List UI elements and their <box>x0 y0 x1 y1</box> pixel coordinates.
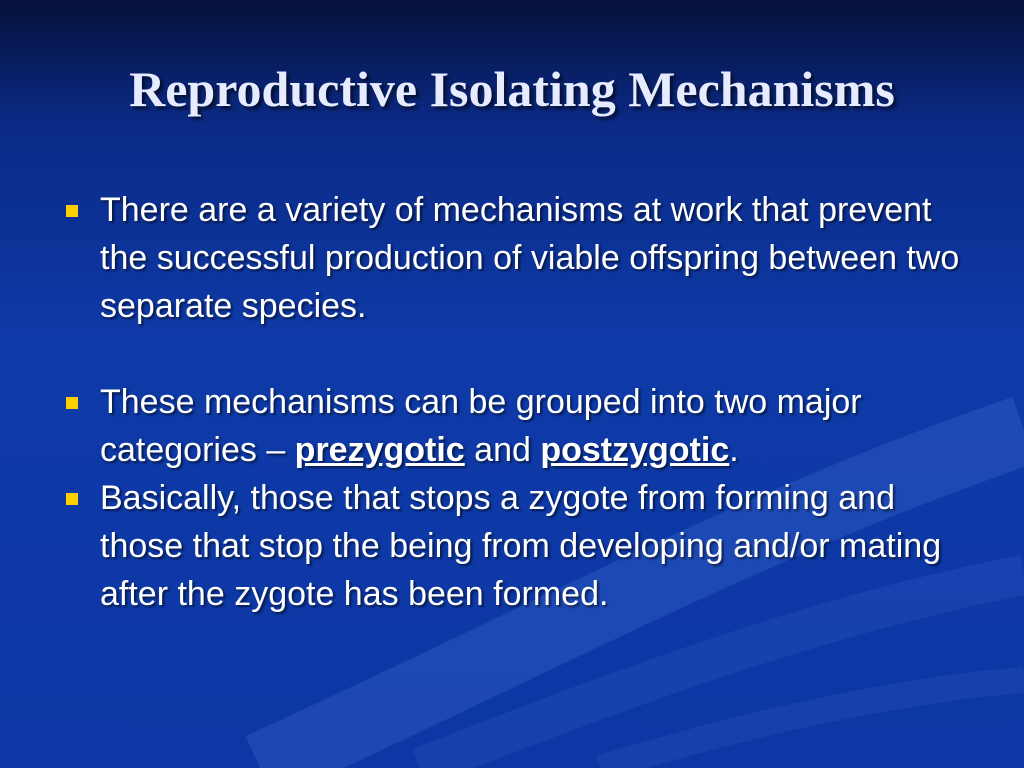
bullet-item <box>58 186 978 330</box>
bullet-list <box>58 186 978 618</box>
bullet-text-end: . <box>729 431 739 469</box>
bullet-text-connector: and <box>464 431 541 469</box>
square-bullet-icon <box>66 493 78 505</box>
square-bullet-icon <box>66 397 78 409</box>
square-bullet-icon <box>66 205 78 217</box>
bullet-text: Basically, those that stops a zygote from forming and those that stop the being from developing and/or mating after the zygote has been formed. <box>100 479 942 613</box>
bullet-item <box>58 474 978 618</box>
term-postzygotic: postzygotic <box>540 431 730 469</box>
slide-title: Reproductive Isolating Mechanisms <box>129 61 895 117</box>
bullet-text: There are a variety of mechanisms at work that prevent the successful production of viable offspring between two separate species. <box>100 191 960 325</box>
term-prezygotic: prezygotic <box>294 431 465 469</box>
bullet-text: These mechanisms can be grouped into two major categories – <box>100 383 862 469</box>
bullet-item <box>58 378 978 474</box>
